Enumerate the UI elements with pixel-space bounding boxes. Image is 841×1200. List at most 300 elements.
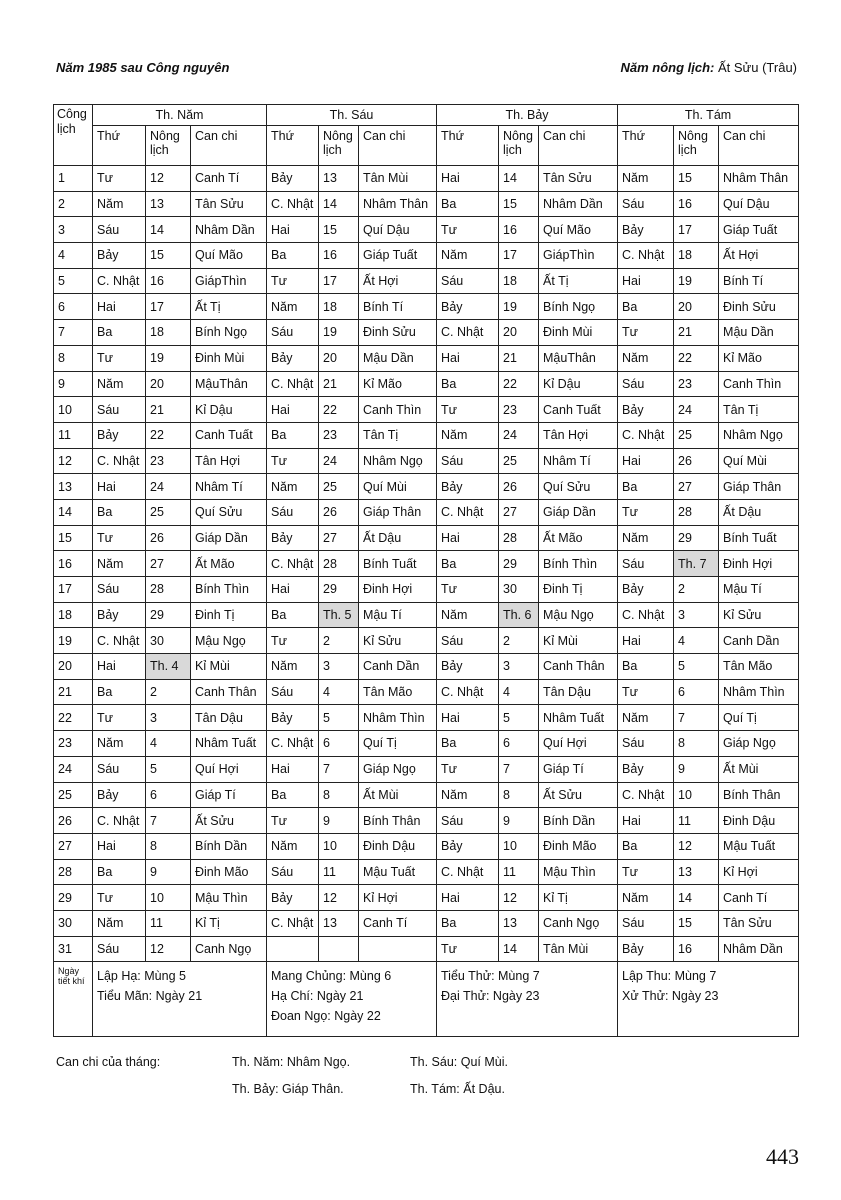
table-cell: 19 <box>674 268 719 294</box>
table-cell: Đinh Mão <box>191 859 267 885</box>
table-cell: 24 <box>319 448 359 474</box>
table-cell: Bính Ngọ <box>191 320 267 346</box>
table-cell: Sáu <box>267 859 319 885</box>
table-cell: 13 <box>319 910 359 936</box>
sub-header-nong: Nông lịch <box>499 126 539 166</box>
table-cell: Ba <box>93 499 146 525</box>
table-cell: Năm <box>267 654 319 680</box>
table-cell: 17 <box>319 268 359 294</box>
table-cell: C. Nhật <box>437 679 499 705</box>
table-cell: Nhâm Ngọ <box>359 448 437 474</box>
table-cell: Sáu <box>618 551 674 577</box>
table-cell: Tư <box>93 345 146 371</box>
day-cell: 12 <box>54 448 93 474</box>
table-cell: 14 <box>146 217 191 243</box>
tiet-khi-entry: Hạ Chí: Ngày 21 <box>271 989 364 1004</box>
sub-header-can: Can chi <box>719 126 799 166</box>
table-cell: 3 <box>674 602 719 628</box>
table-cell: Hai <box>437 166 499 192</box>
table-cell: 13 <box>499 910 539 936</box>
table-cell: 2 <box>319 628 359 654</box>
table-cell: Tư <box>267 268 319 294</box>
table-cell: Ba <box>618 474 674 500</box>
table-cell: Đinh Mùi <box>191 345 267 371</box>
table-cell: 25 <box>674 422 719 448</box>
page-number: 443 <box>766 1144 799 1169</box>
table-cell: Th. 4 <box>146 654 191 680</box>
month-header: Th. Tám <box>618 105 799 126</box>
table-cell: 21 <box>146 397 191 423</box>
table-cell: 15 <box>146 243 191 269</box>
table-cell: 5 <box>674 654 719 680</box>
table-cell: C. Nhật <box>267 910 319 936</box>
table-cell: Tư <box>437 756 499 782</box>
table-cell: 21 <box>674 320 719 346</box>
table-cell: Mậu Thìn <box>539 859 618 885</box>
sub-header-nong: Nông lịch <box>319 126 359 166</box>
table-cell: 6 <box>319 731 359 757</box>
table-cell: Mậu Tí <box>719 577 799 603</box>
table-cell: Giáp Tí <box>539 756 618 782</box>
sub-header-thu: Thứ <box>618 126 674 166</box>
table-cell: Bính Tuất <box>719 525 799 551</box>
table-cell: GiápThìn <box>191 268 267 294</box>
table-cell: Sáu <box>267 499 319 525</box>
table-cell: Bảy <box>618 756 674 782</box>
table-cell: Ba <box>267 782 319 808</box>
table-cell: 14 <box>674 885 719 911</box>
table-cell: 16 <box>674 936 719 962</box>
table-cell: Tân Dậu <box>191 705 267 731</box>
table-cell: 7 <box>499 756 539 782</box>
table-row <box>54 654 799 680</box>
table-cell: Bính Thân <box>359 808 437 834</box>
table-cell: Kỉ Tị <box>539 885 618 911</box>
day-cell: 26 <box>54 808 93 834</box>
table-cell: Kỉ Mùi <box>539 628 618 654</box>
table-cell: Bảy <box>93 422 146 448</box>
table-cell <box>359 936 437 962</box>
table-cell: C. Nhật <box>618 422 674 448</box>
table-row <box>54 679 799 705</box>
table-cell: Tân Mão <box>719 654 799 680</box>
table-cell: 19 <box>319 320 359 346</box>
table-cell: 29 <box>319 577 359 603</box>
table-cell: Năm <box>93 191 146 217</box>
table-cell: Năm <box>437 782 499 808</box>
table-cell: C. Nhật <box>437 499 499 525</box>
table-cell: 4 <box>674 628 719 654</box>
table-cell: Th. 7 <box>674 551 719 577</box>
table-cell: 16 <box>674 191 719 217</box>
table-cell: Giáp Dần <box>191 525 267 551</box>
table-row <box>54 474 799 500</box>
tiet-khi-cell <box>93 962 267 1037</box>
table-cell: Kỉ Sửu <box>719 602 799 628</box>
table-row <box>54 577 799 603</box>
table-cell: Kỉ Tị <box>191 910 267 936</box>
table-cell: Đinh Hợi <box>359 577 437 603</box>
table-row <box>54 551 799 577</box>
table-cell: C. Nhật <box>93 268 146 294</box>
table-cell: C. Nhật <box>93 808 146 834</box>
table-cell: 28 <box>499 525 539 551</box>
footer-month-5: Th. Năm: Nhâm Ngọ. <box>232 1055 351 1069</box>
footer-month-6: Th. Sáu: Quí Mùi. <box>410 1055 508 1069</box>
table-cell: 4 <box>499 679 539 705</box>
table-cell: Tư <box>93 705 146 731</box>
table-cell: Giáp Ngọ <box>359 756 437 782</box>
table-cell: Sáu <box>618 191 674 217</box>
day-cell: 16 <box>54 551 93 577</box>
table-cell: 5 <box>319 705 359 731</box>
table-row <box>54 782 799 808</box>
table-cell: Kỉ Mão <box>719 345 799 371</box>
table-cell: Th. 5 <box>319 602 359 628</box>
table-cell: Canh Thân <box>191 679 267 705</box>
table-cell: 13 <box>674 859 719 885</box>
table-cell: C. Nhật <box>93 448 146 474</box>
table-cell: 22 <box>499 371 539 397</box>
tiet-khi-cell <box>618 962 799 1037</box>
table-row <box>54 397 799 423</box>
tiet-khi-entry: Lập Thu: Mùng 7 <box>622 969 717 984</box>
tiet-khi-row <box>54 962 799 1037</box>
table-cell: 27 <box>146 551 191 577</box>
table-cell: Bính Dần <box>539 808 618 834</box>
table-cell: Bảy <box>437 474 499 500</box>
table-row <box>54 166 799 192</box>
table-cell: MậuThân <box>191 371 267 397</box>
table-cell: Năm <box>618 345 674 371</box>
table-cell: C. Nhật <box>618 782 674 808</box>
table-row <box>54 833 799 859</box>
table-cell: 30 <box>146 628 191 654</box>
table-cell: Sáu <box>267 679 319 705</box>
day-cell: 27 <box>54 833 93 859</box>
tiet-khi-label: Ngày tiết khí <box>54 962 93 1037</box>
table-row <box>54 936 799 962</box>
table-cell: 29 <box>499 551 539 577</box>
table-cell: C. Nhật <box>267 371 319 397</box>
table-cell: 9 <box>319 808 359 834</box>
sub-header-nong: Nông lịch <box>146 126 191 166</box>
table-cell: Bảy <box>618 217 674 243</box>
table-cell: Canh Thìn <box>719 371 799 397</box>
sub-header-can: Can chi <box>539 126 618 166</box>
table-row <box>54 345 799 371</box>
table-cell: Hai <box>93 294 146 320</box>
table-cell: 8 <box>146 833 191 859</box>
table-cell: Canh Tuất <box>539 397 618 423</box>
table-cell: C. Nhật <box>267 551 319 577</box>
table-cell: Sáu <box>267 320 319 346</box>
table-cell: Kỉ Hợi <box>719 859 799 885</box>
table-cell: Tư <box>93 525 146 551</box>
table-cell: Hai <box>267 577 319 603</box>
table-cell: Năm <box>437 602 499 628</box>
table-cell: Giáp Tí <box>191 782 267 808</box>
table-cell: Canh Tí <box>719 885 799 911</box>
table-cell: Tư <box>93 885 146 911</box>
table-cell: Hai <box>618 808 674 834</box>
table-cell: 23 <box>146 448 191 474</box>
table-cell: 19 <box>499 294 539 320</box>
table-cell: 17 <box>499 243 539 269</box>
table-cell: 26 <box>674 448 719 474</box>
day-cell: 25 <box>54 782 93 808</box>
day-cell: 3 <box>54 217 93 243</box>
table-cell: Ba <box>437 551 499 577</box>
table-cell: Sáu <box>618 731 674 757</box>
table-cell: Giáp Ngọ <box>719 731 799 757</box>
table-cell: 11 <box>499 859 539 885</box>
table-cell: Ba <box>437 910 499 936</box>
table-cell: GiápThìn <box>539 243 618 269</box>
table-cell: Nhâm Thân <box>719 166 799 192</box>
table-cell: Quí Dậu <box>719 191 799 217</box>
table-row <box>54 320 799 346</box>
table-cell: Tư <box>93 166 146 192</box>
table-cell: 22 <box>319 397 359 423</box>
table-cell: Sáu <box>93 756 146 782</box>
sub-header-nong: Nông lịch <box>674 126 719 166</box>
table-cell: Hai <box>267 397 319 423</box>
table-row <box>54 294 799 320</box>
table-cell: 24 <box>499 422 539 448</box>
day-cell: 23 <box>54 731 93 757</box>
table-cell: Tân Hợi <box>539 422 618 448</box>
table-cell: 29 <box>146 602 191 628</box>
day-cell: 8 <box>54 345 93 371</box>
table-cell: Nhâm Tuất <box>191 731 267 757</box>
table-cell: Hai <box>618 268 674 294</box>
day-cell: 1 <box>54 166 93 192</box>
table-cell: Kỉ Hợi <box>359 885 437 911</box>
table-cell: Canh Dần <box>359 654 437 680</box>
table-cell: 15 <box>674 166 719 192</box>
table-cell: Ất Sửu <box>539 782 618 808</box>
table-cell: 27 <box>674 474 719 500</box>
table-cell: 28 <box>674 499 719 525</box>
table-cell: 12 <box>499 885 539 911</box>
table-cell: 24 <box>146 474 191 500</box>
table-cell: 15 <box>499 191 539 217</box>
table-cell: Mậu Tuất <box>719 833 799 859</box>
table-cell: Canh Ngọ <box>539 910 618 936</box>
table-cell: Tân Tị <box>719 397 799 423</box>
table-cell: Sáu <box>437 808 499 834</box>
table-cell: Canh Tí <box>359 910 437 936</box>
table-cell: 7 <box>674 705 719 731</box>
day-cell: 18 <box>54 602 93 628</box>
table-cell: Mậu Tuất <box>359 859 437 885</box>
table-cell: Kỉ Dậu <box>539 371 618 397</box>
table-cell: Quí Mão <box>539 217 618 243</box>
table-cell: Hai <box>437 705 499 731</box>
table-cell: Ba <box>93 320 146 346</box>
table-row <box>54 243 799 269</box>
table-cell: Giáp Dần <box>539 499 618 525</box>
table-cell: Kỉ Dậu <box>191 397 267 423</box>
table-cell: Tân Hợi <box>191 448 267 474</box>
table-cell: C. Nhật <box>267 191 319 217</box>
table-cell: Bảy <box>267 345 319 371</box>
table-row <box>54 910 799 936</box>
table-cell: 25 <box>319 474 359 500</box>
table-cell: 6 <box>499 731 539 757</box>
table-cell: Kỉ Mão <box>359 371 437 397</box>
table-cell: 16 <box>499 217 539 243</box>
table-cell: 8 <box>319 782 359 808</box>
table-cell: 14 <box>499 936 539 962</box>
day-cell: 24 <box>54 756 93 782</box>
table-cell: Ất Hợi <box>359 268 437 294</box>
table-cell: Tư <box>618 859 674 885</box>
table-cell: 2 <box>674 577 719 603</box>
table-cell: Nhâm Tuất <box>539 705 618 731</box>
table-cell: Năm <box>93 910 146 936</box>
calendar-table <box>53 104 799 1037</box>
table-cell: Bính Thìn <box>191 577 267 603</box>
table-cell: 10 <box>499 833 539 859</box>
table-cell: Tân Sửu <box>719 910 799 936</box>
table-cell: Tư <box>437 397 499 423</box>
table-cell: Bảy <box>93 782 146 808</box>
table-cell: Mậu Thìn <box>191 885 267 911</box>
table-cell: Tư <box>437 936 499 962</box>
table-cell: 20 <box>146 371 191 397</box>
day-cell: 22 <box>54 705 93 731</box>
table-cell: 27 <box>319 525 359 551</box>
table-cell: 5 <box>499 705 539 731</box>
month-header: Th. Bảy <box>437 105 618 126</box>
tiet-khi-entry: Tiểu Mãn: Ngày 21 <box>97 989 203 1004</box>
table-row <box>54 499 799 525</box>
table-cell: 23 <box>499 397 539 423</box>
table-row <box>54 602 799 628</box>
table-cell: 9 <box>674 756 719 782</box>
table-cell: Ba <box>437 191 499 217</box>
table-cell: Tư <box>267 448 319 474</box>
table-cell: Bảy <box>267 885 319 911</box>
table-cell: 18 <box>319 294 359 320</box>
table-cell: Đinh Sửu <box>359 320 437 346</box>
day-cell: 29 <box>54 885 93 911</box>
table-cell: 24 <box>674 397 719 423</box>
table-cell: Canh Thân <box>539 654 618 680</box>
table-cell: 14 <box>499 166 539 192</box>
table-cell: Bính Thìn <box>539 551 618 577</box>
day-cell: 30 <box>54 910 93 936</box>
table-cell: C. Nhật <box>437 320 499 346</box>
table-cell: 14 <box>319 191 359 217</box>
table-cell: Ất Mão <box>191 551 267 577</box>
table-cell: Bảy <box>93 602 146 628</box>
page-header-left: Năm 1985 sau Công nguyên <box>56 60 230 75</box>
table-cell: Nhâm Thìn <box>359 705 437 731</box>
table-cell: 12 <box>146 936 191 962</box>
table-cell: Hai <box>618 628 674 654</box>
table-cell: 2 <box>499 628 539 654</box>
table-row <box>54 756 799 782</box>
table-cell: Năm <box>93 371 146 397</box>
table-cell: C. Nhật <box>618 602 674 628</box>
table-row <box>54 448 799 474</box>
tiet-khi-entry: Đại Thử: Ngày 23 <box>441 989 540 1004</box>
tiet-khi-entry: Mang Chủng: Mùng 6 <box>271 969 392 984</box>
table-cell: 11 <box>674 808 719 834</box>
table-cell: Tân Sửu <box>191 191 267 217</box>
table-cell: 3 <box>499 654 539 680</box>
table-cell: Bảy <box>618 577 674 603</box>
table-cell: C. Nhật <box>437 859 499 885</box>
table-cell: 30 <box>499 577 539 603</box>
table-row <box>54 525 799 551</box>
table-cell: Hai <box>437 345 499 371</box>
table-cell: 19 <box>146 345 191 371</box>
table-cell: Ba <box>437 731 499 757</box>
table-cell: Nhâm Dần <box>719 936 799 962</box>
table-cell: Quí Tị <box>359 731 437 757</box>
table-cell <box>267 936 319 962</box>
table-cell: C. Nhật <box>618 243 674 269</box>
table-cell: Giáp Thân <box>359 499 437 525</box>
table-cell: Bảy <box>93 243 146 269</box>
table-cell: Hai <box>93 833 146 859</box>
table-cell: Ất Sửu <box>191 808 267 834</box>
table-cell: Ba <box>618 833 674 859</box>
table-cell: Đinh Mão <box>539 833 618 859</box>
table-cell: 27 <box>499 499 539 525</box>
footer-month-8: Th. Tám: Ất Dậu. <box>410 1082 505 1096</box>
table-cell: Bảy <box>618 936 674 962</box>
table-cell: Năm <box>618 525 674 551</box>
day-cell: 14 <box>54 499 93 525</box>
table-cell: Nhâm Tí <box>539 448 618 474</box>
table-cell: Mậu Ngọ <box>539 602 618 628</box>
table-cell: Bảy <box>267 705 319 731</box>
table-cell: Đinh Dậu <box>359 833 437 859</box>
table-row <box>54 808 799 834</box>
table-cell: 4 <box>319 679 359 705</box>
table-cell: 6 <box>674 679 719 705</box>
table-cell: Nhâm Dần <box>539 191 618 217</box>
table-cell: Ất Tị <box>539 268 618 294</box>
sub-header-can: Can chi <box>359 126 437 166</box>
day-cell: 11 <box>54 422 93 448</box>
table-cell: Mậu Ngọ <box>191 628 267 654</box>
table-row <box>54 859 799 885</box>
table-cell: 26 <box>499 474 539 500</box>
table-cell: Canh Tuất <box>191 422 267 448</box>
table-cell: 10 <box>319 833 359 859</box>
table-cell: 15 <box>319 217 359 243</box>
table-cell: Nhâm Thìn <box>719 679 799 705</box>
table-cell: Mậu Tí <box>359 602 437 628</box>
table-cell: 6 <box>146 782 191 808</box>
table-cell: 17 <box>146 294 191 320</box>
day-cell: 9 <box>54 371 93 397</box>
table-row <box>54 371 799 397</box>
col-header-cong-lich: Công lịch <box>54 105 93 166</box>
table-row <box>54 422 799 448</box>
table-cell: Đinh Dậu <box>719 808 799 834</box>
table-cell: Canh Tí <box>191 166 267 192</box>
tiet-khi-cell <box>267 962 437 1037</box>
table-cell: 23 <box>674 371 719 397</box>
table-cell: Bính Tí <box>719 268 799 294</box>
